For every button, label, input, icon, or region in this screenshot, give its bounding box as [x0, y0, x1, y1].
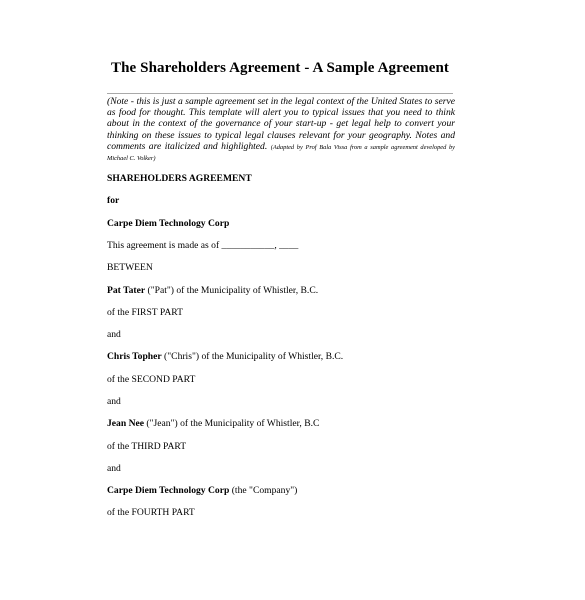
agreement-heading: SHAREHOLDERS AGREEMENT [107, 173, 252, 184]
sample-note-text: (Note - this is just a sample agreement set in the legal context of the United States to serve as food for thought. This template will alert you to typical issues that you need to think about in the context of the governance of your start-up - get legal help to convert your thinking on these issues to typical legal clauses relevant for your geography. Notes and comments are italicized and highlighted. [107, 96, 455, 152]
title-divider [107, 93, 453, 94]
for-label: for [107, 195, 120, 206]
and-label-3: and [107, 463, 121, 474]
party-second [107, 351, 343, 363]
party-second-name: Chris Topher [107, 351, 162, 362]
and-label-2: and [107, 396, 121, 407]
party-fourth-details: (the "Company") [229, 485, 298, 496]
party-third-role: of the THIRD PART [107, 441, 187, 452]
agreement-date-line: This agreement is made as of ___________, ____ [107, 240, 299, 251]
party-fourth-name: Carpe Diem Technology Corp [107, 485, 230, 496]
party-fourth-role: of the FOURTH PART [107, 507, 195, 518]
document-title: The Shareholders Agreement - A Sample Agreement [110, 60, 449, 76]
party-first-name: Pat Tater [107, 285, 146, 296]
company-name: Carpe Diem Technology Corp [107, 218, 230, 229]
party-third-name: Jean Nee [107, 418, 145, 429]
sample-note [107, 96, 455, 163]
party-third [107, 418, 319, 430]
sample-note-attribution: (Adapted by Prof Bala Vissa from a sample agreement developed by Michael C. Volker) [107, 143, 455, 163]
party-first-role: of the FIRST PART [107, 307, 183, 318]
party-fourth [107, 485, 297, 497]
between-label: BETWEEN [107, 262, 153, 273]
and-label-1: and [107, 329, 121, 340]
party-second-role: of the SECOND PART [107, 374, 196, 385]
party-second-details: ("Chris") of the Municipality of Whistler, B.C. [161, 351, 344, 362]
party-first [107, 285, 318, 297]
party-third-details: ("Jean") of the Municipality of Whistler, B.C [144, 418, 320, 429]
party-first-details: ("Pat") of the Municipality of Whistler, B.C. [145, 285, 319, 296]
